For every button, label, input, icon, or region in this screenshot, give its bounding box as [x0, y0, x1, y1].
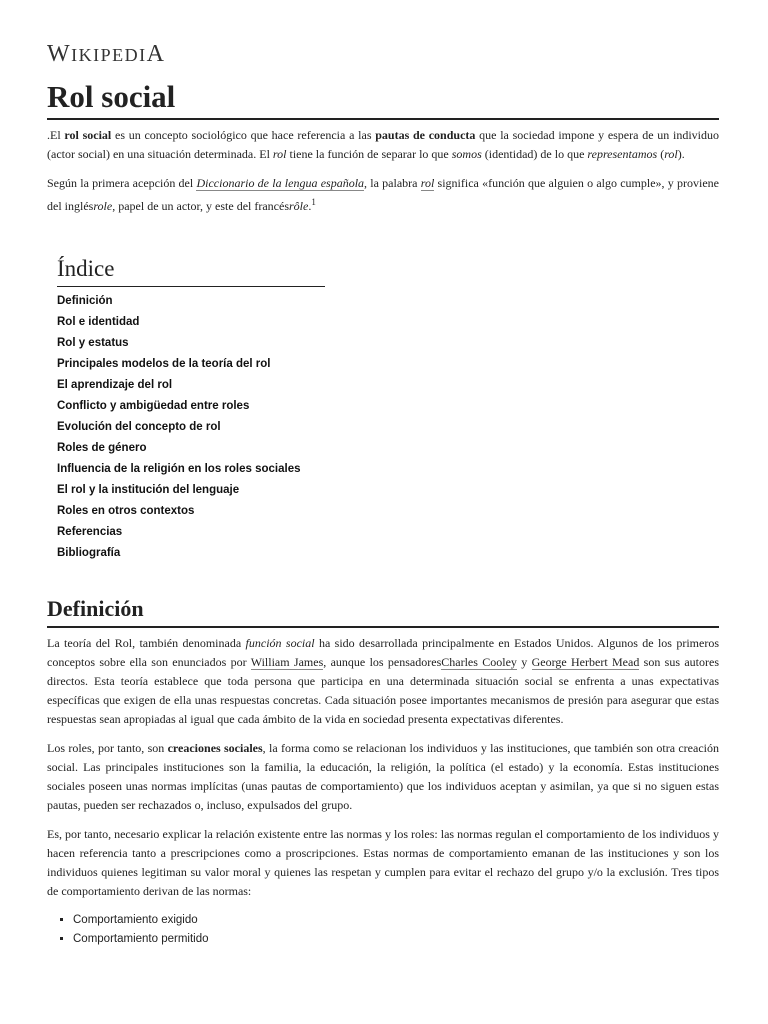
intro-paragraph-2: Según la primera acepción del Diccionario de la lengua española, la palabra rol significa «función que alguien o algo cumple», y proviene del inglésrole, papel de un actor, y este del francésrôle.$^1$ [47, 176, 720, 213]
definicion-paragraph-3: Es, por tanto, necesario explicar la relación existente entre las normas y los roles: las normas regulan el comportamiento de los individuos y hacen referencia tanto a prescripciones como a proscripciones. Estas normas de comportamiento emanan de las instituciones y son los individuos quienes legitiman su valor moral y quienes las respetan y cumplen para evitar el rechazo del grupo y/o la exclusión. Tres tipos de comportamiento derivan de las normas: [47, 827, 719, 898]
toc-item[interactable]: Evolución del concepto de rol [57, 421, 221, 433]
term-pautas-de-conducta: pautas de conducta [375, 128, 476, 142]
article-page [47, 0, 719, 949]
list-item: ▪ Comportamiento exigido [73, 911, 719, 930]
toc-item[interactable]: Roles de género [57, 442, 147, 454]
definicion-paragraph-1: La teoría del Rol, también denominada función social ha sido desarrollada principalmente en Estados Unidos. Algunos de los primeros conceptos sobre ella son enunciados por William James, aunque los pensadoresCharles Cooley y George Herbert Mead son sus autores directos. Esta teoría establece que toda persona que participa en una determinada situación social se enfrenta a unas expectativas específicas que exigen de ella unas respuestas concretas. Cada situación posee importantes mecanismos de presión para asegurar que estas respuestas sean apropiadas al igual que cada ámbito de la vida en sociedad presenta expectativas diferentes. [47, 636, 719, 726]
toc-item[interactable]: Roles en otros contextos [57, 505, 195, 517]
term-creaciones-sociales: creaciones sociales [167, 741, 263, 755]
link-charles-cooley[interactable]: Charles Cooley [441, 655, 517, 669]
table-of-contents [57, 254, 325, 564]
toc-item[interactable]: Referencias [57, 526, 123, 538]
link-diccionario[interactable]: Diccionario de la lengua española [196, 176, 365, 190]
intro-paragraph-1: .El rol social es un concepto sociológico que hace referencia a las pautas de conducta que la sociedad impone y espera de un individuo (actor social) en una situación determinada. El rol tiene la función de separar lo que somos (identidad) de lo que representamos (rol). [47, 128, 720, 161]
page-title: Rol social [47, 78, 719, 120]
wordmark-final: A [146, 41, 166, 67]
link-george-herbert-mead[interactable]: George Herbert Mead [531, 655, 640, 669]
toc-item[interactable]: Conflicto y ambigüedad entre roles [57, 400, 250, 412]
toc-item[interactable]: El aprendizaje del rol [57, 379, 173, 391]
toc-item[interactable]: Definición [57, 295, 113, 307]
term-rol-social: rol social [64, 128, 112, 142]
link-william-james[interactable]: William James [250, 655, 324, 669]
wikipedia-wordmark[interactable] [47, 40, 719, 68]
toc-item[interactable]: El rol y la institución del lenguaje [57, 484, 240, 496]
section-heading-definicion: Definición [47, 594, 719, 628]
wordmark-initial: W [47, 41, 72, 67]
toc-item[interactable]: Rol e identidad [57, 316, 140, 328]
toc-item[interactable]: Influencia de la religión en los roles sociales [57, 463, 301, 475]
list-item: ▪ Comportamiento permitido [73, 930, 719, 949]
toc-list [57, 291, 325, 564]
toc-heading: Índice [57, 254, 325, 287]
reference-link[interactable]: 1 [311, 197, 316, 207]
wordmark-middle: IKIPEDI [71, 45, 147, 65]
toc-item[interactable]: Principales modelos de la teoría del rol [57, 358, 271, 370]
toc-item[interactable]: Rol y estatus [57, 337, 129, 349]
toc-item[interactable]: Bibliografía [57, 547, 121, 559]
link-rol[interactable]: rol [420, 176, 435, 190]
definicion-paragraph-2: Los roles, por tanto, son creaciones sociales, la forma como se relacionan los individuos y las instituciones, que también son otra creación social. Las principales instituciones son la familia, la educación, la religión, la política (el estado) y la economía. Estas instituciones sociales poseen unas normas implícitas (unas pautas de comportamiento) que los individuos aceptan y asimilan, ya que si no siguen estas pautas, pueden ser rechazados o, incluso, expulsados del grupo. [47, 741, 719, 812]
behavior-types-list [47, 911, 719, 949]
